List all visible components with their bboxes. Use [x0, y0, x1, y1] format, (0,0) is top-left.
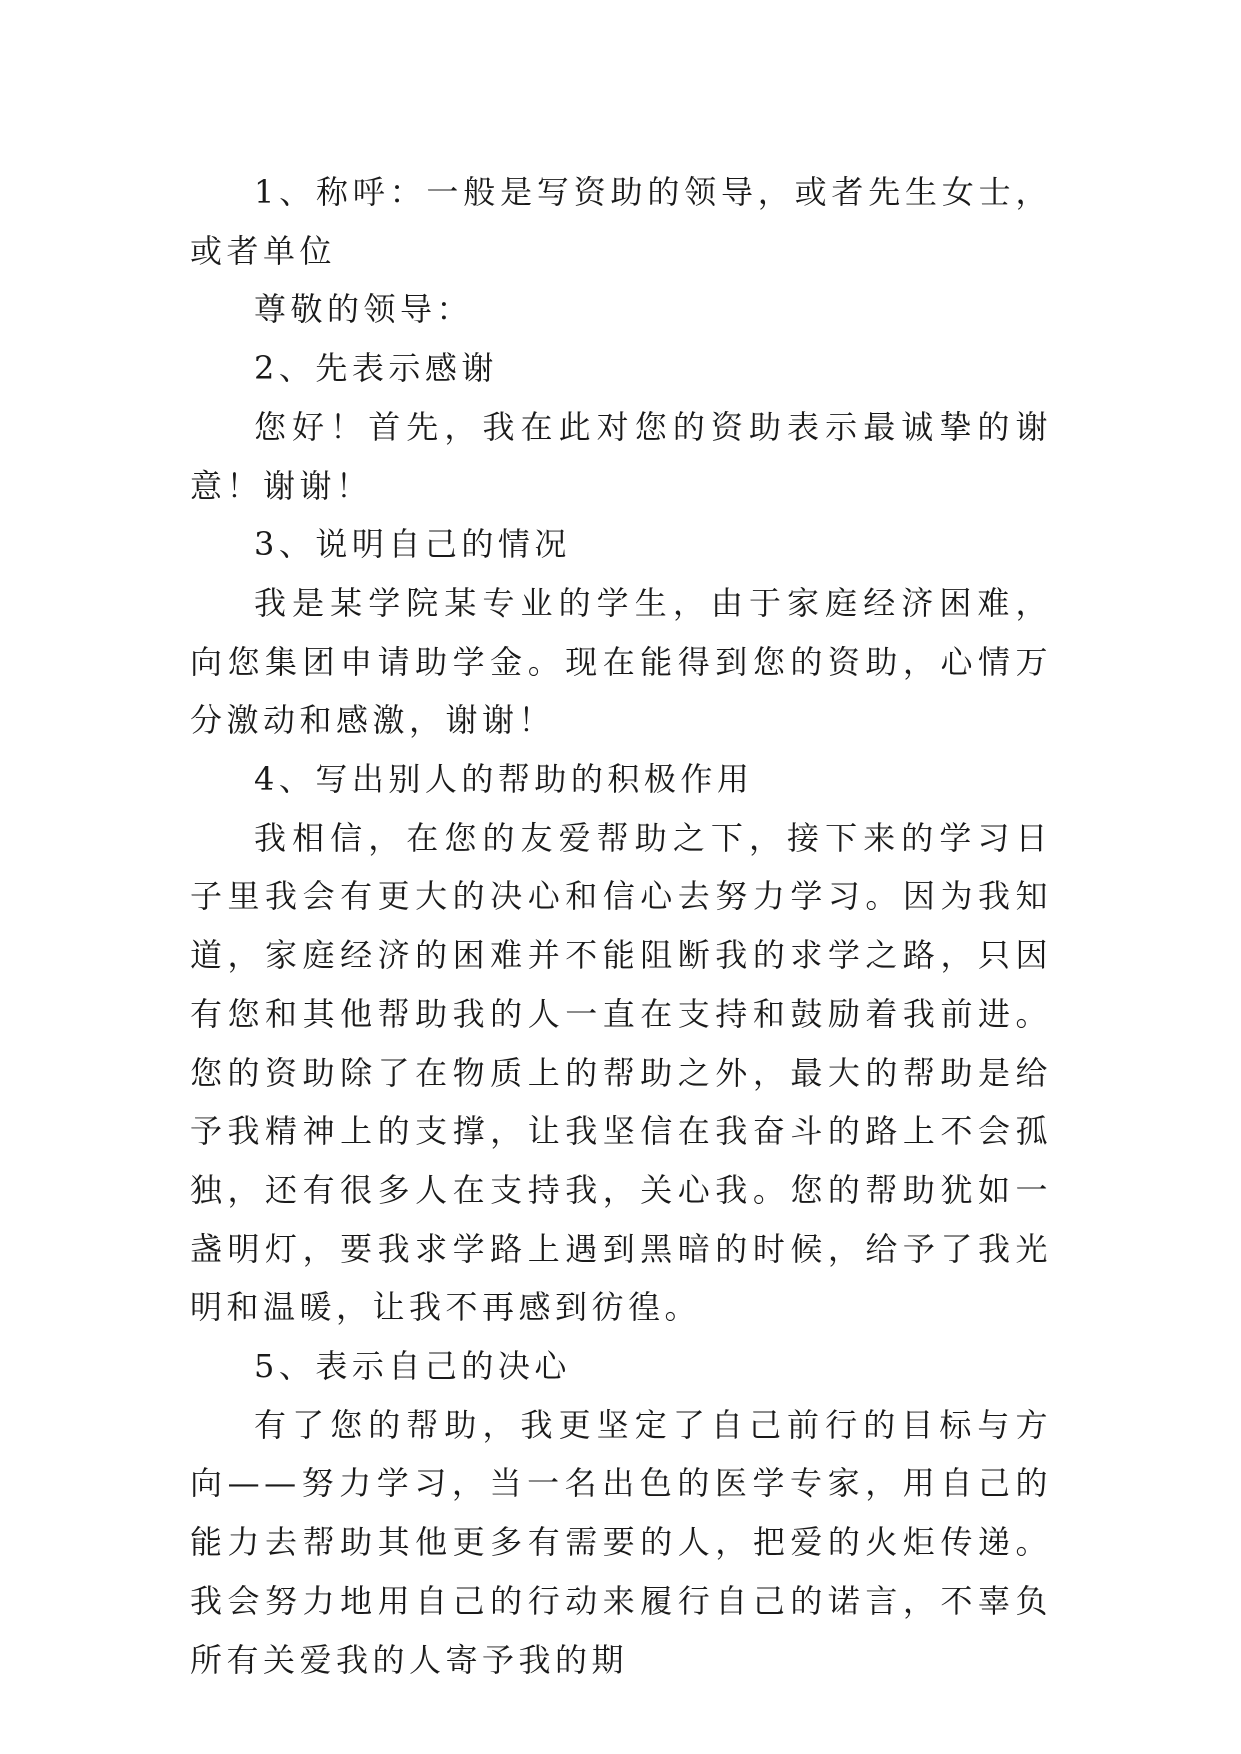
situation-paragraph: 我是某学院某专业的学生，由于家庭经济困难，向您集团申请助学金。现在能得到您的资助，心情万分激动和感激，谢谢！: [190, 583, 1052, 740]
positive-effect-paragraph: 我相信，在您的友爱帮助之下，接下来的学习日子里我会有更大的决心和信心去努力学习。因为我知道，家庭经济的困难并不能阻断我的求学之路，只因有您和其他帮助我的人一直在支持和鼓励着我前进。您的资助除了在物质上的帮助之外，最大的帮助是给予我精神上的支撑，让我坚信在我奋斗的路上不会孤独，还有很多人在支持我，关心我。您的帮助犹如一盏明灯，要我求学路上遇到黑暗的时候，给予了我光明和温暖，让我不再感到彷徨。: [190, 818, 1052, 1327]
heading-salutation: 1、称呼：一般是写资助的领导，或者先生女士，或者单位: [190, 173, 1052, 270]
salutation-example: 尊敬的领导：: [254, 290, 474, 329]
heading-thanks: 2、先表示感谢: [254, 349, 498, 388]
document-body: [190, 163, 1052, 1689]
thanks-paragraph: 您好！首先，我在此对您的资助表示最诚挚的谢意！谢谢！: [190, 407, 1052, 505]
heading-positive-effect: 4、写出别人的帮助的积极作用: [254, 760, 754, 799]
determination-paragraph: 有了您的帮助，我更坚定了自己前行的目标与方向——努力学习，当一名出色的医学专家，用自己的能力去帮助其他更多有需要的人，把爱的火炬传递。我会努力地用自己的行动来履行自己的诺言，不辜负所有关爱我的人寄予我的期: [190, 1405, 1052, 1679]
heading-situation: 3、说明自己的情况: [254, 525, 571, 564]
heading-determination: 5、表示自己的决心: [254, 1347, 571, 1386]
